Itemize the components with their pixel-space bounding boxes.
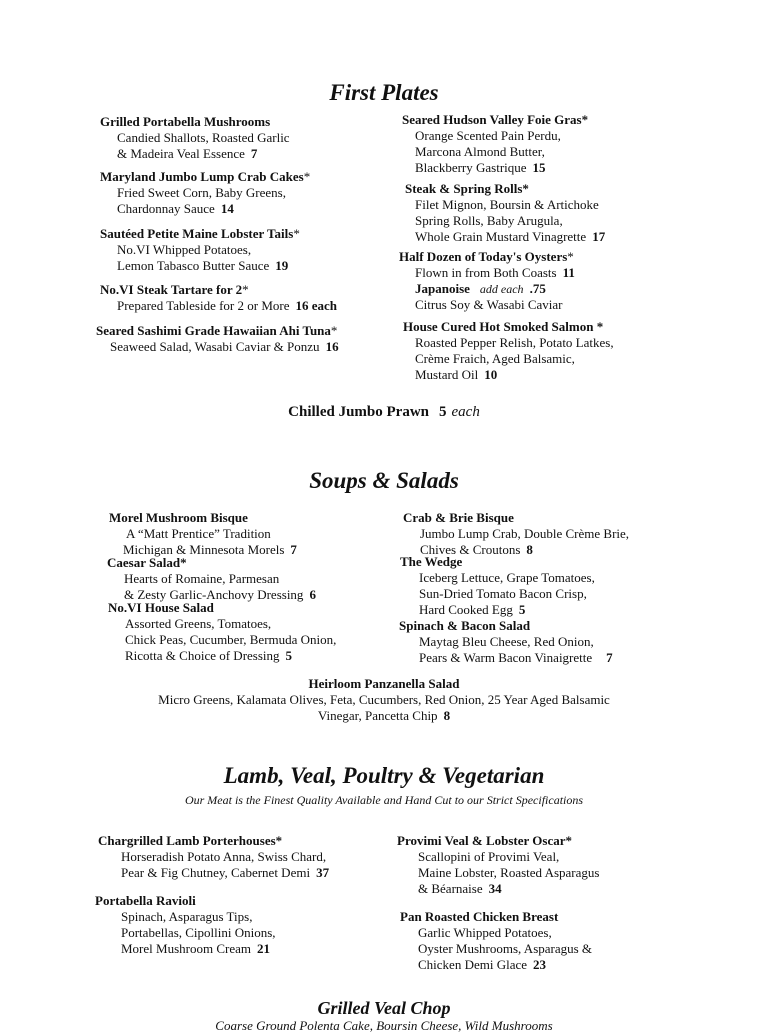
item-desc: Candied Shallots, Roasted Garlic	[117, 130, 290, 145]
item-price: 34	[488, 881, 502, 896]
item-price: 16	[325, 339, 339, 354]
item-name: Seared Hudson Valley Foie Gras*	[402, 112, 589, 127]
heirloom-desc: Micro Greens, Kalamata Olives, Feta, Cucumbers, Red Onion, 25 Year Aged Balsamic	[158, 692, 610, 707]
item-desc: Roasted Pepper Relish, Potato Latkes,	[415, 335, 614, 350]
section-title-first-plates: First Plates	[329, 80, 439, 105]
item-desc: Morel Mushroom Cream 21	[121, 941, 270, 956]
item-price: 6	[309, 587, 316, 602]
heirloom-desc: Vinegar, Pancetta Chip 8	[317, 708, 451, 723]
section-subtitle: Our Meat is the Finest Quality Available and Hand Cut to our Strict Specifications	[184, 793, 584, 807]
menu-item	[100, 226, 300, 274]
item-desc: Sun-Dried Tomato Bacon Crisp,	[419, 586, 587, 601]
menu-item	[399, 618, 613, 666]
item-desc: Jumbo Lump Crab, Double Crème Brie,	[420, 526, 630, 541]
item-price: 37	[316, 865, 330, 880]
item-price: 8	[443, 708, 451, 723]
item-desc: Orange Scented Pain Perdu,	[415, 128, 561, 143]
item-name: Half Dozen of Today's Oysters*	[399, 249, 574, 264]
item-name: Maryland Jumbo Lump Crab Cakes*	[100, 169, 311, 184]
menu-item	[107, 555, 316, 603]
menu-item	[100, 169, 310, 217]
item-desc: Scallopini of Provimi Veal,	[418, 849, 560, 864]
item-price: 5	[518, 602, 526, 617]
item-name: Steak & Spring Rolls*	[405, 181, 529, 196]
item-desc: Marcona Almond Butter,	[415, 144, 545, 159]
item-desc: Spring Rolls, Baby Arugula,	[415, 213, 563, 228]
item-price: 15	[532, 160, 546, 175]
menu-item	[100, 114, 290, 162]
item-desc: Prepared Tableside for 2 or More 16 each	[117, 298, 338, 313]
item-desc: Hearts of Romaine, Parmesan	[124, 571, 280, 586]
item-desc: Flown in from Both Coasts 11	[415, 265, 575, 280]
item-price: 21	[256, 941, 270, 956]
item-desc: Maytag Bleu Cheese, Red Onion,	[419, 634, 594, 649]
veal-chop-desc: Coarse Ground Polenta Cake, Boursin Cheese, Wild Mushrooms	[215, 1018, 553, 1033]
item-name: Chargrilled Lamb Porterhouses*	[98, 833, 283, 848]
menu-item	[95, 893, 276, 957]
menu-item	[403, 319, 614, 383]
item-desc: Hard Cooked Egg 5	[419, 602, 526, 617]
item-price: 7	[290, 542, 297, 557]
item-name: Grilled Portabella Mushrooms	[100, 114, 271, 129]
item-price: 23	[533, 957, 547, 972]
item-desc: & Béarnaise 34	[418, 881, 502, 896]
item-name: Spinach & Bacon Salad	[399, 618, 531, 633]
item-desc: Blackberry Gastrique 15	[415, 160, 546, 175]
item-desc: Whole Grain Mustard Vinagrette 17	[415, 229, 606, 244]
item-desc: Crème Fraich, Aged Balsamic,	[415, 351, 575, 366]
menu-item	[400, 909, 592, 973]
section-title-soups-salads: Soups & Salads	[309, 468, 459, 493]
item-desc: & Zesty Garlic-Anchovy Dressing 6	[124, 587, 316, 602]
item-desc: Pear & Fig Chutney, Cabernet Demi 37	[121, 865, 330, 880]
item-desc: Japanoise add each .75	[415, 281, 546, 296]
menu-item	[100, 282, 337, 314]
item-desc: No.VI Whipped Potatoes,	[117, 242, 252, 257]
item-price: 5	[285, 648, 293, 663]
menu-item	[405, 181, 605, 245]
heirloom-name: Heirloom Panzanella Salad	[308, 676, 460, 691]
item-price: 8	[526, 542, 533, 557]
item-name: Portabella Ravioli	[95, 893, 196, 908]
menu-item	[96, 323, 339, 355]
item-desc: Lemon Tabasco Butter Sauce 19	[117, 258, 289, 273]
item-desc: Iceberg Lettuce, Grape Tomatoes,	[419, 570, 595, 585]
item-desc: Citrus Soy & Wasabi Caviar	[415, 297, 563, 312]
item-name: No.VI Steak Tartare for 2*	[100, 282, 249, 297]
item-price: 14	[220, 201, 234, 216]
item-name: Pan Roasted Chicken Breast	[400, 909, 559, 924]
item-desc: Seaweed Salad, Wasabi Caviar & Ponzu 16	[110, 339, 339, 354]
item-desc: Spinach, Asparagus Tips,	[121, 909, 253, 924]
item-price: 17	[592, 229, 606, 244]
item-desc: Chick Peas, Cucumber, Bermuda Onion,	[125, 632, 337, 647]
item-price: 7	[250, 146, 258, 161]
item-name: House Cured Hot Smoked Salmon *	[403, 319, 604, 334]
item-name: Provimi Veal & Lobster Oscar*	[397, 833, 573, 848]
menu-item	[397, 833, 599, 897]
item-desc: Garlic Whipped Potatoes,	[418, 925, 552, 940]
item-price: 11	[562, 265, 575, 280]
menu-item	[108, 600, 336, 664]
item-desc: Portabellas, Cipollini Onions,	[121, 925, 276, 940]
item-price: 16 each	[295, 298, 338, 313]
item-name: Seared Sashimi Grade Hawaiian Ahi Tuna*	[96, 323, 338, 338]
item-name: No.VI House Salad	[108, 600, 214, 615]
menu-item	[399, 249, 575, 313]
item-desc: Maine Lobster, Roasted Asparagus	[418, 865, 600, 880]
item-desc: Chives & Croutons 8	[420, 542, 533, 557]
menu-item	[400, 554, 595, 618]
item-desc: Pears & Warm Bacon Vinaigrette 7	[419, 650, 613, 665]
item-desc: Fried Sweet Corn, Baby Greens,	[117, 185, 286, 200]
item-desc: Michigan & Minnesota Morels 7	[123, 542, 297, 557]
item-desc: Chardonnay Sauce 14	[117, 201, 234, 216]
item-price: 19	[275, 258, 289, 273]
item-name: Morel Mushroom Bisque	[109, 510, 248, 525]
item-desc: Assorted Greens, Tomatoes,	[125, 616, 272, 631]
item-desc: & Madeira Veal Essence 7	[117, 146, 258, 161]
item-name: Sautéed Petite Maine Lobster Tails*	[100, 226, 300, 241]
item-name: The Wedge	[400, 554, 463, 569]
item-desc: Mustard Oil 10	[415, 367, 498, 382]
veal-chop-name: Grilled Veal Chop	[317, 998, 451, 1018]
item-name: Crab & Brie Bisque	[403, 510, 514, 525]
item-desc: Filet Mignon, Boursin & Artichoke	[415, 197, 599, 212]
menu-item	[109, 510, 297, 558]
item-price: 10	[484, 367, 498, 382]
menu-item	[403, 510, 629, 558]
item-desc: Horseradish Potato Anna, Swiss Chard,	[121, 849, 327, 864]
item-desc: A “Matt Prentice” Tradition	[126, 526, 271, 541]
item-name: Caesar Salad*	[107, 555, 187, 570]
item-desc: Ricotta & Choice of Dressing 5	[125, 648, 293, 663]
menu-item	[98, 833, 329, 881]
menu-item	[402, 112, 588, 176]
prawn-line: Chilled Jumbo Prawn 5 each	[288, 404, 480, 420]
item-desc: Chicken Demi Glace 23	[418, 957, 547, 972]
item-desc: Oyster Mushrooms, Asparagus &	[418, 941, 593, 956]
item-price: 7	[606, 650, 613, 665]
section-title-lamb-veal: Lamb, Veal, Poultry & Vegetarian	[223, 763, 545, 788]
